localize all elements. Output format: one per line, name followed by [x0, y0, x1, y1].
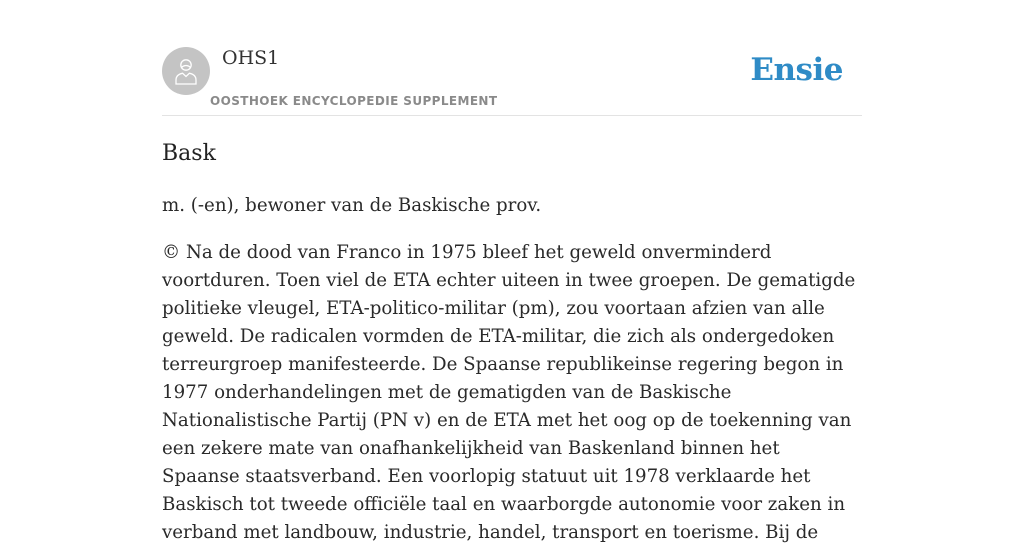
brand-logo[interactable]: Ensie — [750, 52, 843, 88]
site-header — [162, 0, 862, 116]
article-definition: m. (-en), bewoner van de Baskische prov. — [162, 195, 542, 216]
username-link[interactable]: OHS1 — [222, 47, 280, 69]
article-body: © Na de dood van Franco in 1975 bleef het geweld onverminderd voortduren. Toen viel de ETA echter uiteen in twee groepen. De gematigde politieke vleugel, ETA-politico-militar (pm), zou voortaan afzien van alle geweld. De radicalen vormden de ETA-militar, die zich als ondergedoken terreurgroep manifesteerde. De Spaanse republikeinse regering begon in 1977 onderhandelingen met de gematigden van de Baskische Nationalistische Partij (PN v) en de ETA met het oog op de toekenning van een zekere mate van onafhankelijkheid van Baskenland binnen het Spaanse staatsverband. Een voorlopig statuut uit 1978 verklaarde het Baskisch tot tweede officiële taal en waarborgde autonomie voor zaken in verband met landbouw, industrie, handel, transport en toerisme. Bij de — [162, 242, 856, 543]
avatar[interactable] — [162, 47, 210, 95]
source-subtitle[interactable]: OOSTHOEK ENCYCLOPEDIE SUPPLEMENT — [210, 94, 498, 108]
article — [162, 138, 862, 547]
article-title: Bask — [162, 141, 216, 166]
user-silhouette-icon — [174, 57, 198, 85]
